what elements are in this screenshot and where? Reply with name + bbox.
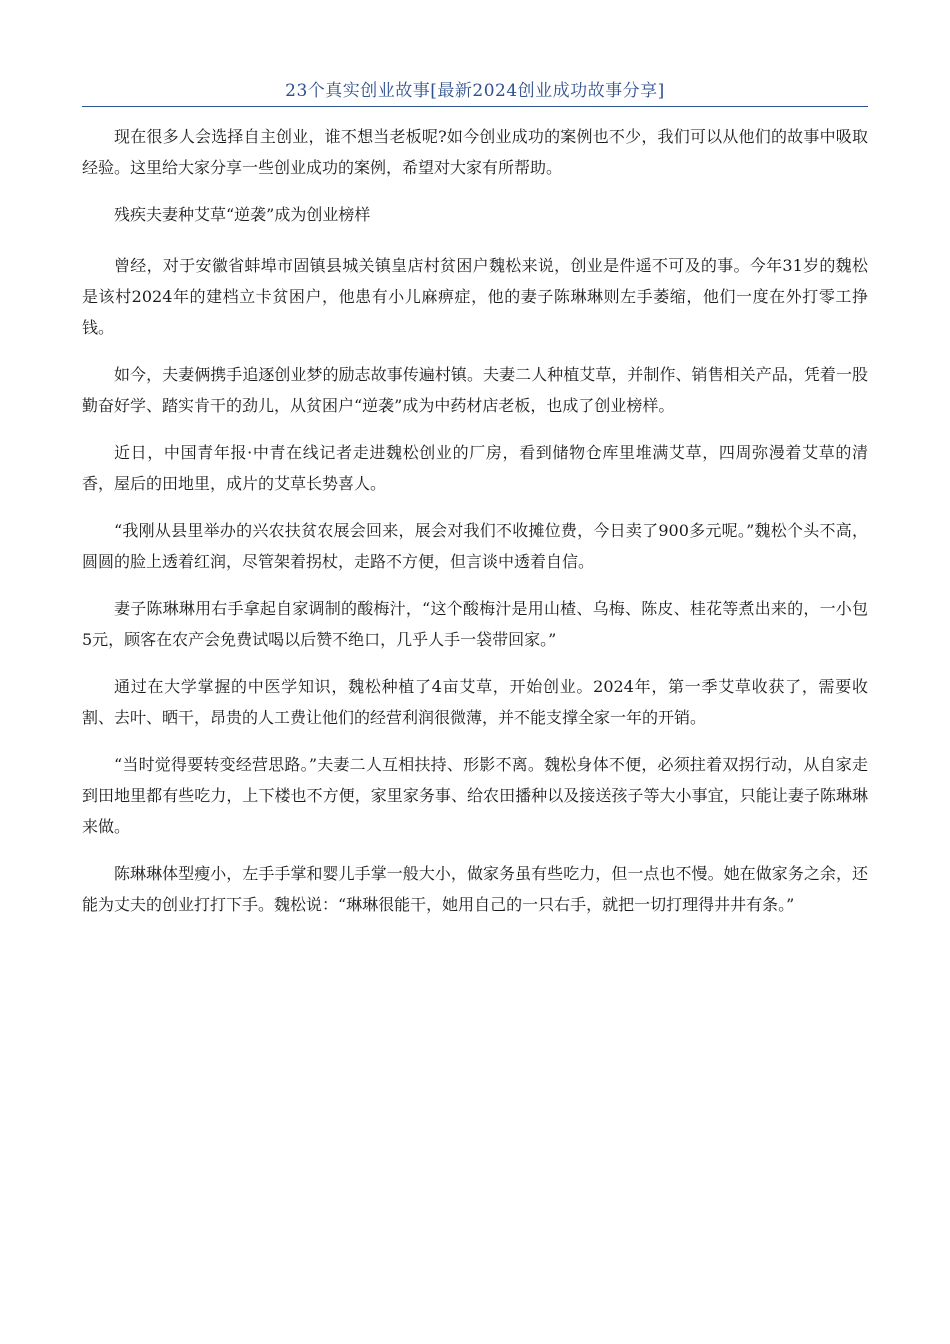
paragraph: 妻子陈琳琳用右手拿起自家调制的酸梅汁，“这个酸梅汁是用山楂、乌梅、陈皮、桂花等煮出来的，一小包5元，顾客在农产会免费试喝以后赞不绝口，几乎人手一袋带回家。” xyxy=(82,599,868,649)
paragraph-intro: 现在很多人会选择自主创业，谁不想当老板呢?如今创业成功的案例也不少，我们可以从他们的故事中吸取经验。这里给大家分享一些创业成功的案例，希望对大家有所帮助。 xyxy=(82,127,868,177)
paragraph: 近日，中国青年报·中青在线记者走进魏松创业的厂房，看到储物仓库里堆满艾草，四周弥漫着艾草的清香，屋后的田地里，成片的艾草长势喜人。 xyxy=(82,443,868,493)
paragraph: 陈琳琳体型瘦小，左手手掌和婴儿手掌一般大小，做家务虽有些吃力，但一点也不慢。她在做家务之余，还能为丈夫的创业打打下手。魏松说：“琳琳很能干，她用自己的一只右手，就把一切打理得井井有条。” xyxy=(82,864,868,914)
paragraph: 如今，夫妻俩携手追逐创业梦的励志故事传遍村镇。夫妻二人种植艾草，并制作、销售相关产品，凭着一股勤奋好学、踏实肯干的劲儿，从贫困户“逆袭”成为中药材店老板，也成了创业榜样。 xyxy=(82,365,868,415)
document-page xyxy=(82,78,868,936)
paragraph: 曾经，对于安徽省蚌埠市固镇县城关镇皇店村贫困户魏松来说，创业是件遥不可及的事。今年31岁的魏松是该村2024年的建档立卡贫困户，他患有小儿麻痹症，他的妻子陈琳琳则左手萎缩，他们一度在外打零工挣钱。 xyxy=(82,256,868,337)
section-heading: 残疾夫妻种艾草“逆袭”成为创业榜样 xyxy=(114,205,371,224)
paragraph: 通过在大学掌握的中医学知识，魏松种植了4亩艾草，开始创业。2024年，第一季艾草收获了，需要收割、去叶、晒干，昂贵的人工费让他们的经营利润很微薄，并不能支撑全家一年的开销。 xyxy=(82,677,868,727)
paragraph: “我刚从县里举办的兴农扶贫农展会回来，展会对我们不收摊位费，今日卖了900多元呢。”魏松个头不高，圆圆的脸上透着红润，尽管架着拐杖，走路不方便，但言谈中透着自信。 xyxy=(82,521,868,571)
document-title: 23个真实创业故事[最新2024创业成功故事分享] xyxy=(82,78,868,107)
paragraph: “当时觉得要转变经营思路。”夫妻二人互相扶持、形影不离。魏松身体不便，必须拄着双拐行动，从自家走到田地里都有些吃力，上下楼也不方便，家里家务事、给农田播种以及接送孩子等大小事宜，只能让妻子陈琳琳来做。 xyxy=(82,755,868,836)
